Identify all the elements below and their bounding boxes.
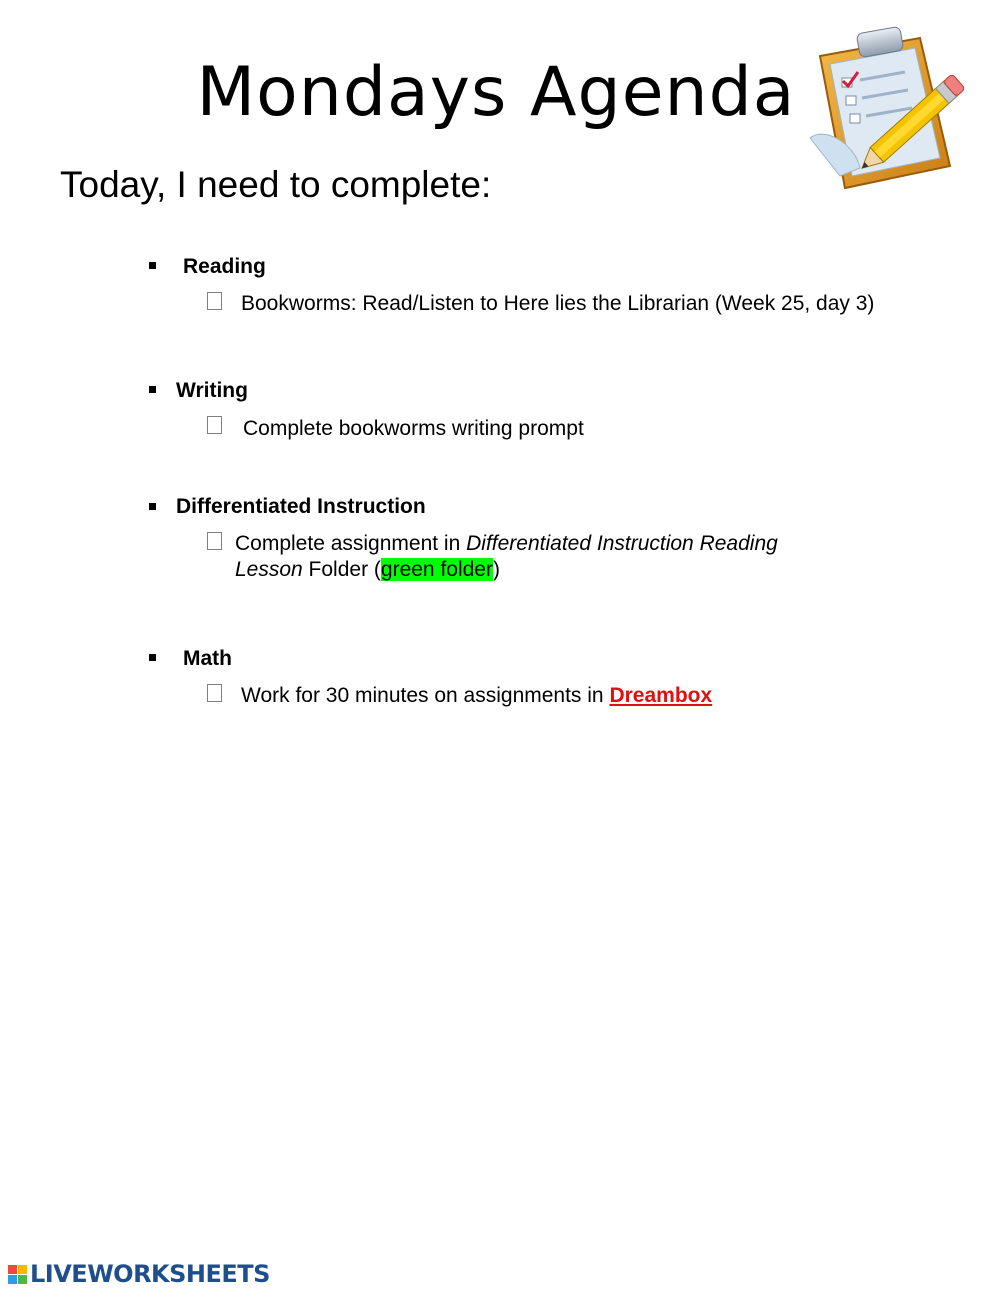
task-text-writing: Complete bookworms writing prompt <box>243 417 584 440</box>
folder-name-line2: Lesson <box>235 558 303 581</box>
task-suffix: ) <box>492 558 500 581</box>
task-text-differentiated-instruction-line2 <box>235 557 500 583</box>
logo-text: LIVEWORKSHEETS <box>30 1260 270 1288</box>
square-bullet-icon <box>149 503 156 510</box>
task-text-differentiated-instruction-line1 <box>235 531 778 557</box>
green-folder-highlight: green folder <box>380 558 493 581</box>
task-checkbox-reading[interactable] <box>207 292 222 310</box>
square-bullet-icon <box>149 654 156 661</box>
square-bullet-icon <box>149 386 156 393</box>
section-heading-reading: Reading <box>183 255 266 278</box>
square-bullet-icon <box>149 262 156 269</box>
dreambox-link[interactable]: Dreambox <box>609 684 713 707</box>
task-text-reading: Bookworms: Read/Listen to Here lies the Librarian (Week 25, day 3) <box>241 292 875 315</box>
task-checkbox-writing[interactable] <box>207 416 222 434</box>
task-checkbox-differentiated-instruction[interactable] <box>207 532 222 550</box>
section-heading-differentiated-instruction: Differentiated Instruction <box>176 495 426 518</box>
section-heading-writing: Writing <box>176 379 248 402</box>
task-checkbox-math[interactable] <box>207 684 222 702</box>
page-title: Mondays Agenda <box>196 53 796 132</box>
clipboard-pencil-icon <box>800 26 980 191</box>
section-heading-math: Math <box>183 647 232 670</box>
subtitle: Today, I need to complete: <box>60 164 492 205</box>
task-text-math <box>241 683 712 709</box>
folder-name-line1: Differentiated Instruction Reading <box>466 532 778 555</box>
task-prefix: Complete assignment in <box>235 532 467 555</box>
task-prefix: Work for 30 minutes on assignments in <box>241 684 610 707</box>
task-middle: Folder ( <box>302 558 381 581</box>
liveworksheets-logo[interactable] <box>8 1258 270 1290</box>
logo-blocks-icon <box>8 1265 27 1284</box>
